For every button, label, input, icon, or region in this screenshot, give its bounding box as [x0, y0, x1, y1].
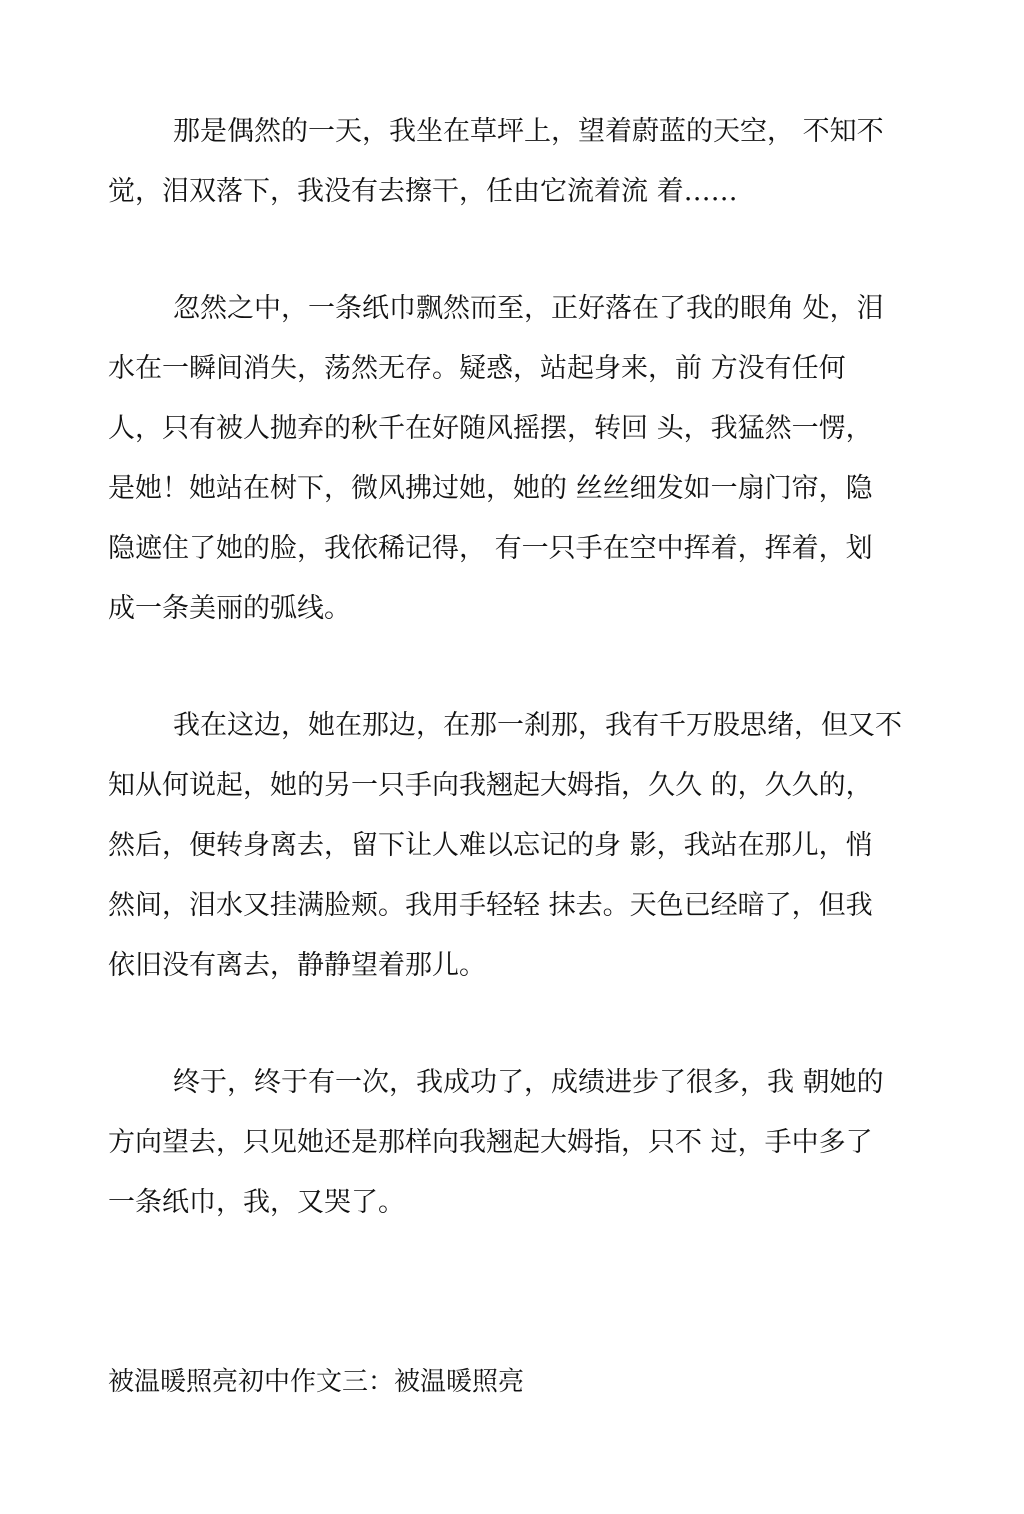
- paragraph-2-line-4: 是她！她站在树下，微风拂过她，她的 丝丝细发如一扇门帘，隐: [108, 473, 873, 504]
- paragraph-2-line-5: 隐遮住了她的脸，我依稀记得， 有一只手在空中挥着，挥着，划: [108, 533, 873, 564]
- paragraph-2-line-1: 忽然之中，一条纸巾飘然而至，正好落在了我的眼角 处，泪: [173, 293, 884, 324]
- paragraph-3-line-3: 然后，便转身离去，留下让人难以忘记的身 影，我站在那儿，悄: [108, 830, 873, 861]
- section-heading: 被温暖照亮初中作文三：被温暖照亮: [108, 1367, 525, 1397]
- paragraph-3-line-5: 依旧没有离去，静静望着那儿。: [108, 950, 486, 981]
- paragraph-2-line-3: 人，只有被人抛弃的秋千在好随风摇摆，转回 头，我猛然一愣，: [108, 413, 873, 444]
- paragraph-1-line-1: 那是偶然的一天，我坐在草坪上，望着蔚蓝的天空， 不知不: [173, 116, 884, 147]
- paragraph-4-line-3: 一条纸巾，我，又哭了。: [108, 1187, 405, 1218]
- paragraph-3-line-4: 然间，泪水又挂满脸颊。我用手轻轻 抹去。天色已经暗了，但我: [108, 890, 873, 921]
- paragraph-3-line-2: 知从何说起，她的另一只手向我翘起大姆指，久久 的，久久的，: [108, 770, 873, 801]
- paragraph-1-line-2: 觉，泪双落下，我没有去擦干，任由它流着流 着……: [108, 176, 738, 207]
- paragraph-2-line-6: 成一条美丽的弧线。: [108, 593, 351, 624]
- paragraph-4-line-2: 方向望去，只见她还是那样向我翘起大姆指，只不 过，手中多了: [108, 1127, 873, 1158]
- paragraph-2-line-2: 水在一瞬间消失，荡然无存。疑惑，站起身来，前 方没有任何: [108, 353, 846, 384]
- paragraph-3-line-1: 我在这边，她在那边，在那一刹那，我有千万股思绪，但又不: [173, 710, 902, 741]
- paragraph-4-line-1: 终于，终于有一次，我成功了，成绩进步了很多，我 朝她的: [173, 1067, 884, 1098]
